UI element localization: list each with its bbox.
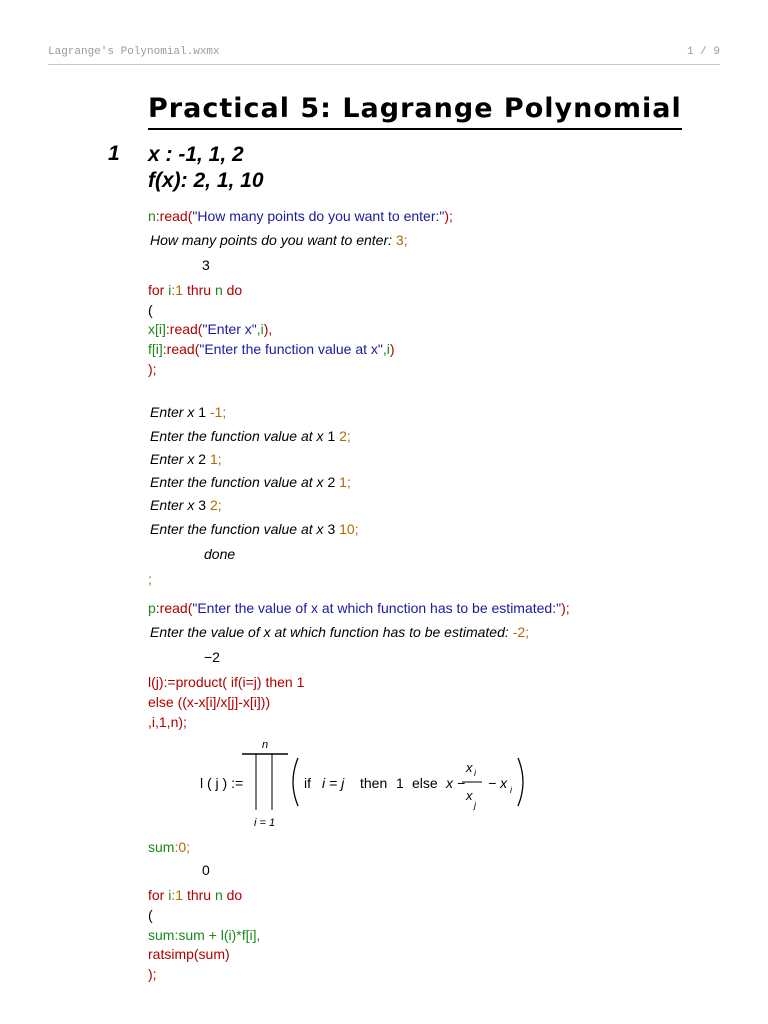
input-cell-read-p[interactable]: p:read("Enter the value of x at which function has to be estimated:"); xyxy=(148,600,570,616)
product-lower: i = 1 xyxy=(254,817,276,828)
formula-else: else xyxy=(412,775,438,791)
page-number: 1 / 9 xyxy=(686,46,720,58)
formula-then: then xyxy=(360,775,388,791)
prompt-line: Enter the function value at x 1 2; xyxy=(150,428,351,444)
formula-if: if xyxy=(304,775,311,791)
product-formula-output xyxy=(200,738,540,828)
formula-minus-sub: i xyxy=(510,785,512,795)
product-upper: n xyxy=(262,739,269,751)
code-line: else ((x-x[i]/x[j]-x[i])) xyxy=(148,694,271,710)
code-line-fread: f[i]:read("Enter the function value at x",i) xyxy=(148,341,395,357)
section-title-line1: x : -1, 1, 2 xyxy=(148,143,244,166)
formula-cond: i = j xyxy=(322,775,345,791)
input-cell-read-n[interactable]: n:read("How many points do you want to enter:"); xyxy=(148,208,453,224)
prompt-line: Enter the function value at x 3 10; xyxy=(150,521,359,537)
prompt-line: Enter x 1 -1; xyxy=(150,404,227,420)
code-line: ); xyxy=(148,361,157,377)
code-line: ,i,1,n); xyxy=(148,714,187,730)
output-sum0: 0 xyxy=(202,862,210,878)
input-cell-for-loop-sum[interactable]: for i:1 thru n do xyxy=(148,887,243,903)
prompt-line: Enter the function value at x 2 1; xyxy=(150,474,351,490)
output-n: 3 xyxy=(202,257,210,273)
code-line: ; xyxy=(148,571,152,587)
code-line-sum: sum:sum + l(i)*f[i], xyxy=(148,927,261,943)
code-line: ( xyxy=(148,907,153,923)
formula-num: x xyxy=(466,760,473,775)
input-cell-for-loop[interactable]: for i:1 thru n do xyxy=(148,282,243,298)
code-line-xread: x[i]:read("Enter x",i), xyxy=(148,321,273,337)
input-cell-sum0[interactable]: sum:0; xyxy=(148,839,191,855)
output-done: done xyxy=(204,546,236,562)
formula-den-sub: j xyxy=(474,800,476,810)
page-header xyxy=(48,46,720,65)
formula-den: x xyxy=(466,788,473,803)
formula-one: 1 xyxy=(396,775,404,791)
file-name: Lagrange's Polynomial.wxmx xyxy=(48,46,220,58)
formula-minus: − x xyxy=(488,775,508,791)
input-cell-define-l[interactable]: l(j):=product( if(i=j) then 1 xyxy=(148,674,305,690)
code-line: ( xyxy=(148,302,153,318)
code-line-ratsimp: ratsimp(sum) xyxy=(148,946,230,962)
section-number: 1 xyxy=(108,142,120,165)
page-title: Practical 5: Lagrange Polynomial xyxy=(148,92,682,130)
prompt-p: Enter the value of x at which function has to be estimated: -2; xyxy=(150,624,529,640)
prompt-line: Enter x 2 1; xyxy=(150,451,222,467)
formula-num-sub: i xyxy=(474,768,476,778)
section-title-line2: f(x): 2, 1, 10 xyxy=(148,169,264,192)
formula-lhs: l ( j ) := xyxy=(200,775,244,791)
output-p: −2 xyxy=(204,649,220,665)
formula-x: x − xyxy=(446,775,466,791)
prompt-n: How many points do you want to enter: 3; xyxy=(150,232,408,248)
code-line: ); xyxy=(148,966,157,982)
prompt-line: Enter x 3 2; xyxy=(150,497,222,513)
